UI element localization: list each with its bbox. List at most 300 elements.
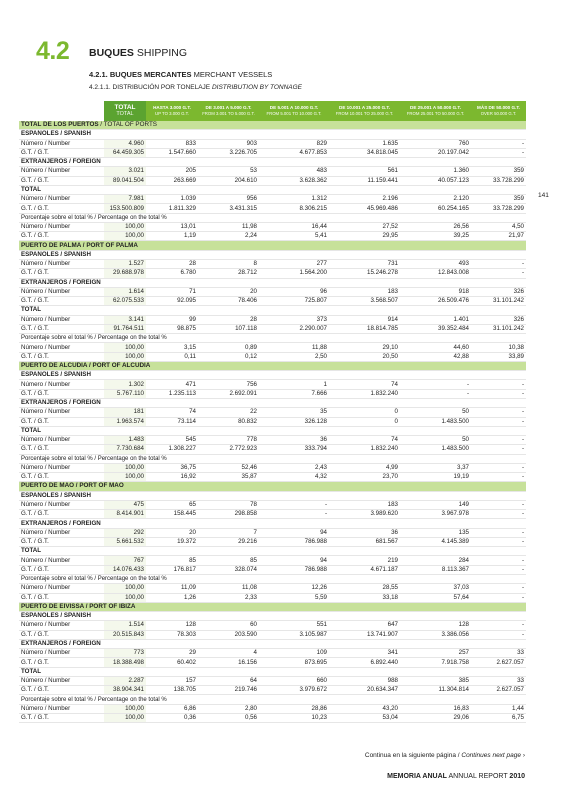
table-cell: 203.590 (198, 630, 259, 639)
table-row (19, 380, 526, 389)
row-label: Número / Number (19, 621, 104, 630)
group-label: TOTAL (19, 667, 526, 676)
port-header-row (19, 361, 526, 370)
table-cell: 100,00 (104, 232, 146, 241)
table-cell: 21,97 (471, 232, 526, 241)
table-cell: 483 (259, 167, 329, 176)
table-cell: 277 (259, 259, 329, 268)
table-cell: 80.832 (198, 417, 259, 426)
row-label: Número / Number (19, 315, 104, 324)
table-cell: 4,50 (471, 222, 526, 231)
table-cell: 57,64 (400, 593, 471, 602)
row-label: Número / Number (19, 500, 104, 509)
table-cell: 149 (400, 500, 471, 509)
row-label: G.T. / G.T. (19, 714, 104, 723)
table-cell: 4 (198, 649, 259, 658)
table-row (19, 436, 526, 445)
table-cell: 11,09 (146, 584, 198, 593)
table-cell: 1.483.500 (400, 445, 471, 454)
table-cell: 3.431.315 (198, 204, 259, 213)
table-cell: 2.120 (400, 195, 471, 204)
table-cell: 20 (198, 287, 259, 296)
table-row (19, 315, 526, 324)
group-label-row (19, 519, 526, 528)
table-cell: 2,50 (259, 352, 329, 361)
table-cell: 18.388.498 (104, 658, 146, 667)
table-cell: 74 (329, 380, 400, 389)
table-cell: 1 (259, 380, 329, 389)
table-cell: 1.483 (104, 436, 146, 445)
table-cell: 73.114 (146, 417, 198, 426)
column-header: TOTAL TOTAL (104, 101, 146, 121)
table-cell: 3.628.362 (259, 176, 329, 185)
table-cell: 20,50 (329, 352, 400, 361)
row-label: Número / Number (19, 649, 104, 658)
group-label-row (19, 667, 526, 676)
table-cell: 373 (259, 315, 329, 324)
table-cell: 660 (259, 676, 329, 685)
row-label: Número / Number (19, 436, 104, 445)
group-label: EXTRANJEROS / FOREIGN (19, 278, 526, 287)
table-row (19, 167, 526, 176)
table-cell: 493 (400, 259, 471, 268)
row-label: G.T. / G.T. (19, 445, 104, 454)
column-header: DE 3.001 A 5.000 G.T. FROM 3.001 TO 5.000 G.T. (198, 101, 259, 121)
table-cell: 4.677.853 (259, 148, 329, 157)
table-cell: 725.807 (259, 297, 329, 306)
table-row (19, 704, 526, 713)
port-header-row (19, 482, 526, 491)
table-cell: - (471, 139, 526, 148)
table-cell: 1.312 (259, 195, 329, 204)
table-cell: 3.989.620 (329, 510, 400, 519)
table-cell: 91.764.511 (104, 324, 146, 333)
table-cell: 551 (259, 621, 329, 630)
group-label-row (19, 130, 526, 139)
subsubsection-title: 4.2.1.1. DISTRIBUCIÓN POR TONELAJE DISTRIBUTION BY TONNAGE (89, 84, 303, 91)
table-cell: 35 (259, 408, 329, 417)
table-cell: 45.969.486 (329, 204, 400, 213)
group-label-row (19, 612, 526, 621)
group-label: ESPAÑOLES / SPANISH (19, 130, 526, 139)
table-cell: 19,19 (400, 473, 471, 482)
table-cell: 2.772.923 (198, 445, 259, 454)
table-cell: 7.666 (259, 389, 329, 398)
percentage-note-row (19, 334, 526, 343)
section-number: 4.2 (36, 37, 70, 65)
table-cell: 78.303 (146, 630, 198, 639)
table-cell: 326.128 (259, 417, 329, 426)
row-label: Número / Number (19, 704, 104, 713)
table-cell: 26.509.476 (400, 297, 471, 306)
table-cell: 20.197.042 (400, 148, 471, 157)
table-cell: 1.614 (104, 287, 146, 296)
table-cell: - (471, 621, 526, 630)
table-cell: 109 (259, 649, 329, 658)
row-label: G.T. / G.T. (19, 510, 104, 519)
table-cell: 0 (329, 408, 400, 417)
row-label: G.T. / G.T. (19, 269, 104, 278)
table-row (19, 352, 526, 361)
table-cell: 158.445 (146, 510, 198, 519)
table-cell: 8.306.215 (259, 204, 329, 213)
group-label-row (19, 491, 526, 500)
table-cell: 4.960 (104, 139, 146, 148)
row-label: Número / Number (19, 259, 104, 268)
page-number: 141 (538, 192, 549, 199)
row-label: G.T. / G.T. (19, 565, 104, 574)
table-cell: 20.515.843 (104, 630, 146, 639)
group-label: TOTAL (19, 185, 526, 194)
table-cell: 0,12 (198, 352, 259, 361)
table-cell: 2.287 (104, 676, 146, 685)
group-label: TOTAL (19, 547, 526, 556)
table-cell: 1,26 (146, 593, 198, 602)
table-cell: 5,59 (259, 593, 329, 602)
table-cell: 3.141 (104, 315, 146, 324)
table-cell: 33,18 (329, 593, 400, 602)
table-cell: 74 (329, 436, 400, 445)
table-cell: 833 (146, 139, 198, 148)
table-cell: 4,32 (259, 473, 329, 482)
table-cell: 333.794 (259, 445, 329, 454)
table-cell: 28.712 (198, 269, 259, 278)
table-cell: 65 (146, 500, 198, 509)
table-cell: 50 (400, 436, 471, 445)
group-label: EXTRANJEROS / FOREIGN (19, 398, 526, 407)
table-cell: - (471, 463, 526, 472)
table-cell: 0 (329, 417, 400, 426)
table-cell: 13,01 (146, 222, 198, 231)
table-cell: 94 (259, 528, 329, 537)
row-label: Número / Number (19, 287, 104, 296)
table-cell: 11,08 (198, 584, 259, 593)
section-title: BUQUES SHIPPING (89, 47, 188, 59)
table-cell: 29,10 (329, 343, 400, 352)
group-label: EXTRANJEROS / FOREIGN (19, 519, 526, 528)
table-cell: 284 (400, 556, 471, 565)
table-cell: 4.671.187 (329, 565, 400, 574)
table-cell: 39.352.484 (400, 324, 471, 333)
table-row (19, 463, 526, 472)
table-row (19, 222, 526, 231)
table-cell: 33 (471, 676, 526, 685)
table-cell: - (471, 630, 526, 639)
table-cell: 128 (400, 621, 471, 630)
table-cell: 1.360 (400, 167, 471, 176)
report-footer: MEMORIA ANUAL ANNUAL REPORT 2010 (387, 773, 525, 780)
table-cell: 100,00 (104, 704, 146, 713)
group-label-row (19, 639, 526, 648)
row-label: Número / Number (19, 167, 104, 176)
tonnage-table (19, 101, 526, 723)
group-label: EXTRANJEROS / FOREIGN (19, 158, 526, 167)
percentage-note-row (19, 454, 526, 463)
table-row (19, 565, 526, 574)
table-cell: 22 (198, 408, 259, 417)
table-cell: 2,43 (259, 463, 329, 472)
row-label: G.T. / G.T. (19, 630, 104, 639)
group-label: ESPAÑOLES / SPANISH (19, 491, 526, 500)
table-cell: 3,37 (400, 463, 471, 472)
table-row (19, 148, 526, 157)
table-cell: 204.610 (198, 176, 259, 185)
table-cell: 78.406 (198, 297, 259, 306)
table-cell: 767 (104, 556, 146, 565)
table-row (19, 621, 526, 630)
group-label-row (19, 185, 526, 194)
table-cell: 44,60 (400, 343, 471, 352)
table-row (19, 714, 526, 723)
table-cell: 731 (329, 259, 400, 268)
table-row (19, 593, 526, 602)
table-cell: 1.235.113 (146, 389, 198, 398)
table-cell: 100,00 (104, 584, 146, 593)
table-cell: 1.514 (104, 621, 146, 630)
table-cell: 74 (146, 408, 198, 417)
table-cell: - (400, 389, 471, 398)
table-cell: 3.967.978 (400, 510, 471, 519)
percentage-note: Porcentaje sobre el total % / Percentage on the total % (19, 213, 526, 222)
table-cell: 0,11 (146, 352, 198, 361)
table-cell: 359 (471, 167, 526, 176)
table-cell: 135 (400, 528, 471, 537)
table-cell: 31.101.242 (471, 297, 526, 306)
row-label: G.T. / G.T. (19, 204, 104, 213)
table-cell: 1.308.227 (146, 445, 198, 454)
table-row (19, 686, 526, 695)
table-cell: 1.483.500 (400, 417, 471, 426)
row-label: Número / Number (19, 528, 104, 537)
column-header: DE 10.001 A 25.000 G.T. FROM 10.001 TO 25.000 G.T. (329, 101, 400, 121)
table-cell: 2.196 (329, 195, 400, 204)
row-label: Número / Number (19, 584, 104, 593)
table-cell: 7.981 (104, 195, 146, 204)
table-cell: - (471, 417, 526, 426)
table-cell: - (471, 584, 526, 593)
table-cell: 33,89 (471, 352, 526, 361)
table-cell: 36 (259, 436, 329, 445)
table-cell: - (471, 380, 526, 389)
column-header: DE 25.001 A 50.000 G.T. FROM 25.001 TO 50.000 G.T. (400, 101, 471, 121)
table-cell: 15.246.278 (329, 269, 400, 278)
table-cell: 20.634.347 (329, 686, 400, 695)
table-cell: 43,20 (329, 704, 400, 713)
table-cell: 3.386.056 (400, 630, 471, 639)
table-cell: 85 (146, 556, 198, 565)
table-cell: 20 (146, 528, 198, 537)
table-cell: 16,83 (400, 704, 471, 713)
table-cell: 107.118 (198, 324, 259, 333)
table-cell: 8 (198, 259, 259, 268)
subsection-title: 4.2.1. BUQUES MERCANTES MERCHANT VESSELS (89, 70, 273, 79)
table-cell: - (471, 528, 526, 537)
table-cell: 1.527 (104, 259, 146, 268)
row-label: G.T. / G.T. (19, 593, 104, 602)
percentage-note: Porcentaje sobre el total % / Percentage on the total % (19, 454, 526, 463)
row-label: Número / Number (19, 676, 104, 685)
table-cell: 29.216 (198, 537, 259, 546)
table-cell: - (471, 408, 526, 417)
table-cell: 38.904.341 (104, 686, 146, 695)
table-cell: 14.076.433 (104, 565, 146, 574)
table-cell: 16,92 (146, 473, 198, 482)
table-cell: 205 (146, 167, 198, 176)
table-cell: 219.746 (198, 686, 259, 695)
row-label: G.T. / G.T. (19, 148, 104, 157)
port-header-row (19, 241, 526, 250)
table-cell: 28,86 (259, 704, 329, 713)
column-header: HASTA 3.000 G.T. UP TO 3.000 G.T. (146, 101, 198, 121)
table-cell: 29 (146, 649, 198, 658)
table-cell: 28,55 (329, 584, 400, 593)
table-row (19, 500, 526, 509)
table-cell: 53,04 (329, 714, 400, 723)
row-label: G.T. / G.T. (19, 658, 104, 667)
table-row (19, 139, 526, 148)
table-cell: - (471, 593, 526, 602)
table-cell: 34.818.045 (329, 148, 400, 157)
row-label: Número / Number (19, 556, 104, 565)
table-header (19, 101, 526, 121)
table-cell: 956 (198, 195, 259, 204)
table-cell: 89.041.504 (104, 176, 146, 185)
table-cell: 64.459.305 (104, 148, 146, 157)
table-row (19, 343, 526, 352)
table-cell: 12.843.008 (400, 269, 471, 278)
table-cell: 100,00 (104, 714, 146, 723)
table-cell: 23,70 (329, 473, 400, 482)
table-cell: 2,24 (198, 232, 259, 241)
table-cell: 2.627.057 (471, 686, 526, 695)
table-cell: 19.372 (146, 537, 198, 546)
row-label: Número / Number (19, 463, 104, 472)
table-cell: 471 (146, 380, 198, 389)
table-cell: 3.568.507 (329, 297, 400, 306)
table-cell: 100,00 (104, 473, 146, 482)
table-row (19, 204, 526, 213)
table-row (19, 528, 526, 537)
table-cell: 778 (198, 436, 259, 445)
table-cell: 28 (146, 259, 198, 268)
table-row (19, 649, 526, 658)
group-label-row (19, 250, 526, 259)
table-cell: 100,00 (104, 593, 146, 602)
table-cell: 12,26 (259, 584, 329, 593)
table-cell: 6.892.440 (329, 658, 400, 667)
group-label-row (19, 398, 526, 407)
table-cell: 988 (329, 676, 400, 685)
table-cell: 92.095 (146, 297, 198, 306)
table-row (19, 389, 526, 398)
row-label: G.T. / G.T. (19, 389, 104, 398)
table-cell: 6,75 (471, 714, 526, 723)
percentage-note-row (19, 575, 526, 584)
table-cell: 28 (198, 315, 259, 324)
row-label: G.T. / G.T. (19, 686, 104, 695)
table-cell: 10,38 (471, 343, 526, 352)
group-label: EXTRANJEROS / FOREIGN (19, 639, 526, 648)
table-cell: 1.832.240 (329, 445, 400, 454)
table-cell: 1.039 (146, 195, 198, 204)
row-label: G.T. / G.T. (19, 176, 104, 185)
table-cell: 341 (329, 649, 400, 658)
row-label: Número / Number (19, 195, 104, 204)
table-cell: - (471, 436, 526, 445)
table-cell: 385 (400, 676, 471, 685)
table-cell: 1,44 (471, 704, 526, 713)
table-cell: 4,99 (329, 463, 400, 472)
table-cell: 40.057.123 (400, 176, 471, 185)
percentage-note-row (19, 213, 526, 222)
table-cell: 2.692.091 (198, 389, 259, 398)
table-cell: 94 (259, 556, 329, 565)
table-cell: 16,44 (259, 222, 329, 231)
table-row (19, 556, 526, 565)
table-cell: 3.021 (104, 167, 146, 176)
table-cell: 153.500.809 (104, 204, 146, 213)
table-cell: 7 (198, 528, 259, 537)
table-cell: 359 (471, 195, 526, 204)
table-row (19, 287, 526, 296)
percentage-note: Porcentaje sobre el total % / Percentage on the total % (19, 334, 526, 343)
table-cell: 786.988 (259, 565, 329, 574)
table-cell: - (471, 510, 526, 519)
table-cell: 914 (329, 315, 400, 324)
table-cell: 29,95 (329, 232, 400, 241)
table-row (19, 510, 526, 519)
table-cell: 1.547.660 (146, 148, 198, 157)
table-cell: 1.832.240 (329, 389, 400, 398)
row-label: G.T. / G.T. (19, 297, 104, 306)
table-cell: - (259, 510, 329, 519)
table-cell: 37,03 (400, 584, 471, 593)
table-cell: 1.811.329 (146, 204, 198, 213)
table-cell: 60.254.165 (400, 204, 471, 213)
table-cell: 36,75 (146, 463, 198, 472)
table-cell: 3.226.705 (198, 148, 259, 157)
table-cell: 7.918.758 (400, 658, 471, 667)
table-cell: 64 (198, 676, 259, 685)
table-row (19, 473, 526, 482)
table-cell: 85 (198, 556, 259, 565)
table-cell: 10,23 (259, 714, 329, 723)
table-cell: 183 (329, 500, 400, 509)
table-row (19, 176, 526, 185)
group-label-row (19, 547, 526, 556)
table-row (19, 445, 526, 454)
table-cell: 183 (329, 287, 400, 296)
table-cell: 18.814.785 (329, 324, 400, 333)
column-header: MÁS DE 50.000 G.T. OVER 50.000 G.T. (471, 101, 526, 121)
table-row (19, 408, 526, 417)
table-cell: - (471, 473, 526, 482)
table-cell: 6,86 (146, 704, 198, 713)
table-cell: 31.101.242 (471, 324, 526, 333)
table-cell: 257 (400, 649, 471, 658)
table-cell: 6.780 (146, 269, 198, 278)
table-row (19, 630, 526, 639)
table-cell: 53 (198, 167, 259, 176)
percentage-note-row (19, 695, 526, 704)
table-cell: 60 (198, 621, 259, 630)
table-cell: 98.875 (146, 324, 198, 333)
table-cell: 157 (146, 676, 198, 685)
table-row (19, 417, 526, 426)
table-cell: 219 (329, 556, 400, 565)
table-cell: 3.105.987 (259, 630, 329, 639)
table-cell: 29.688.978 (104, 269, 146, 278)
